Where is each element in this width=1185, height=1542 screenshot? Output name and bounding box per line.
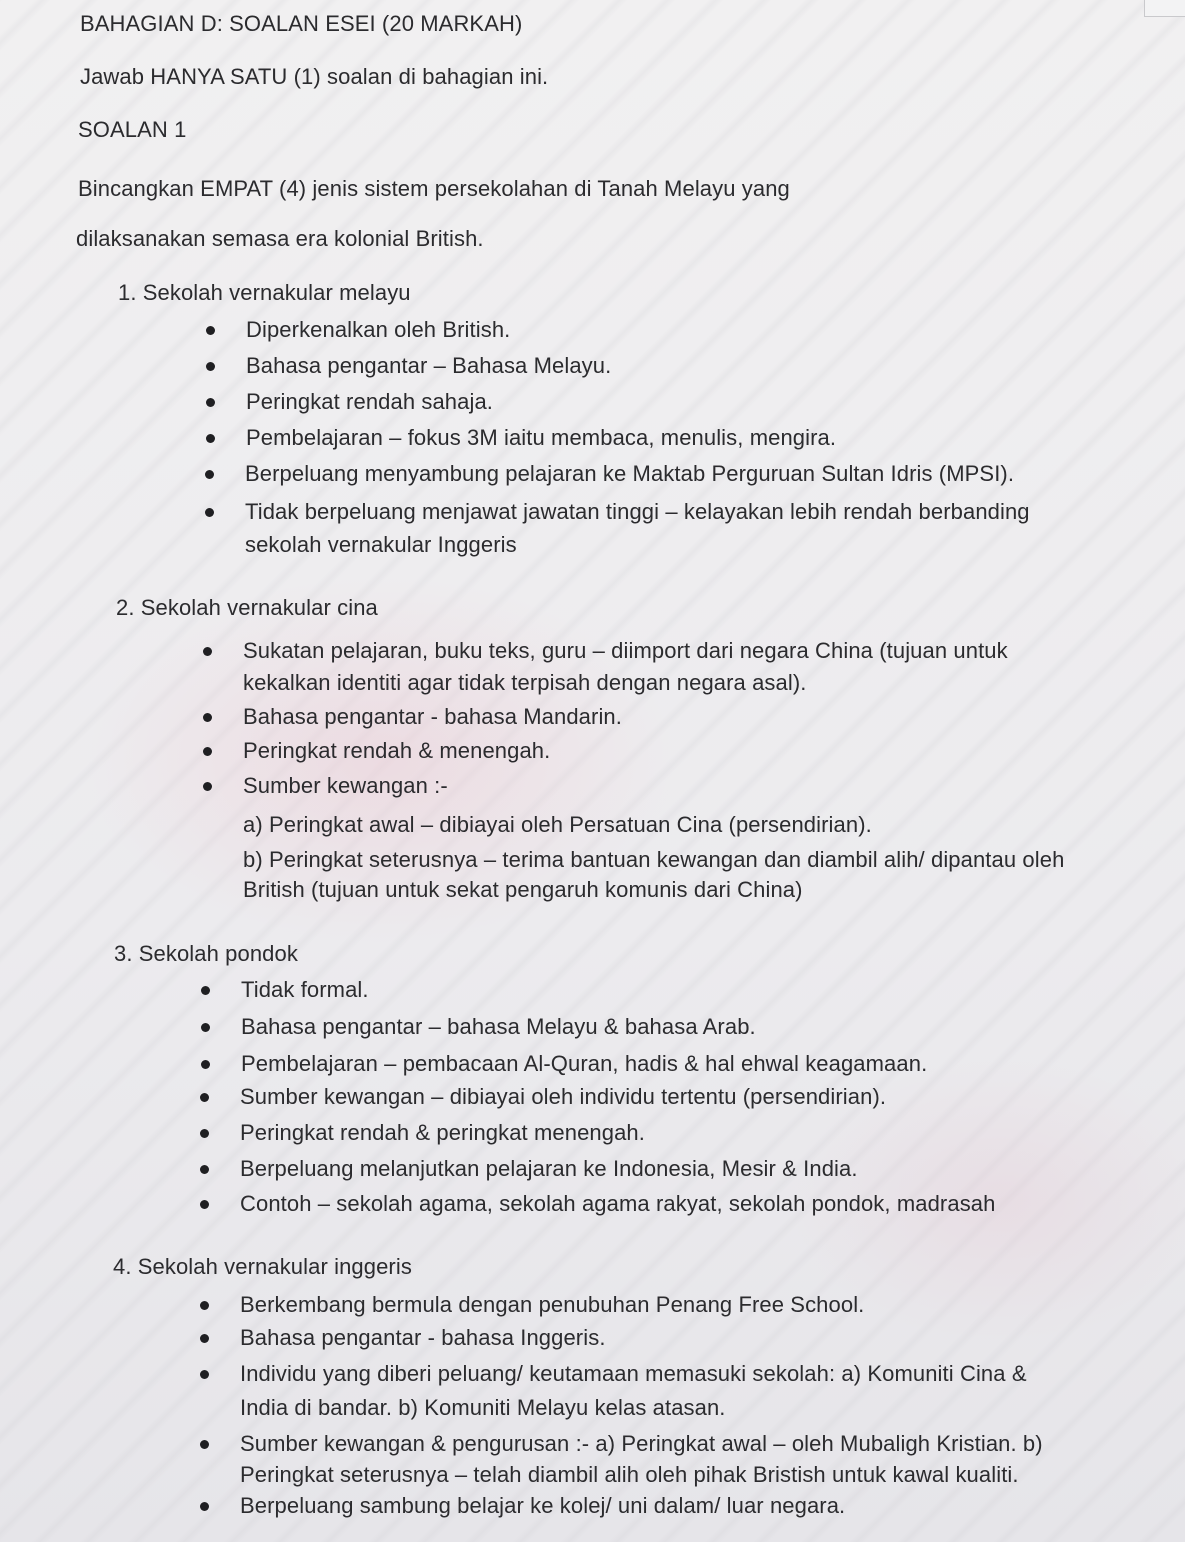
list-item: Sumber kewangan & pengurusan :- a) Peringkat awal – oleh Mubaligh Kristian. b): [240, 1431, 1043, 1456]
list-item: Bahasa pengantar – Bahasa Melayu.: [246, 353, 612, 378]
list-item: Diperkenalkan oleh British.: [246, 317, 511, 342]
list-item-continuation: sekolah vernakular Inggeris: [245, 532, 517, 557]
list-item-continuation: a) Peringkat awal – dibiayai oleh Persatuan Cina (persendirian).: [243, 812, 872, 837]
list-item: Pembelajaran – fokus 3M iaitu membaca, menulis, mengira.: [246, 425, 837, 450]
list-item: Bahasa pengantar – bahasa Melayu & bahasa Arab.: [241, 1014, 756, 1039]
instruction-text: Jawab HANYA SATU (1) soalan di bahagian ini.: [80, 64, 549, 89]
list-item: Berkembang bermula dengan penubuhan Penang Free School.: [240, 1292, 865, 1317]
list-item: Tidak formal.: [241, 977, 369, 1002]
list-item: Sumber kewangan :-: [243, 773, 448, 798]
section-heading: 1. Sekolah vernakular melayu: [118, 280, 411, 305]
list-item: Bahasa pengantar - bahasa Mandarin.: [243, 704, 622, 729]
list-item: Pembelajaran – pembacaan Al-Quran, hadis & hal ehwal keagamaan.: [241, 1051, 928, 1076]
list-item-continuation: Peringkat seterusnya – telah diambil alih oleh pihak Bristish untuk kawal kualiti.: [240, 1462, 1019, 1487]
list-item: Tidak berpeluang menjawat jawatan tinggi – kelayakan lebih rendah berbanding: [245, 499, 1030, 524]
list-item: Contoh – sekolah agama, sekolah agama rakyat, sekolah pondok, madrasah: [240, 1191, 996, 1216]
section-title: BAHAGIAN D: SOALAN ESEI (20 MARKAH): [80, 11, 523, 36]
list-item: Peringkat rendah & peringkat menengah.: [240, 1120, 645, 1145]
list-item-continuation: India di bandar. b) Komuniti Melayu kelas atasan.: [240, 1395, 726, 1420]
section-heading: 3. Sekolah pondok: [114, 941, 298, 966]
list-item: Individu yang diberi peluang/ keutamaan memasuki sekolah: a) Komuniti Cina &: [240, 1361, 1027, 1386]
question-label: SOALAN 1: [78, 117, 187, 142]
section-heading: 2. Sekolah vernakular cina: [116, 595, 378, 620]
list-item: Bahasa pengantar - bahasa Inggeris.: [240, 1325, 606, 1350]
list-item: Berpeluang melanjutkan pelajaran ke Indonesia, Mesir & India.: [240, 1156, 858, 1181]
list-item: Berpeluang menyambung pelajaran ke Maktab Perguruan Sultan Idris (MPSI).: [245, 461, 1015, 486]
list-item: Peringkat rendah & menengah.: [243, 738, 551, 763]
list-item-continuation: kekalkan identiti agar tidak terpisah dengan negara asal).: [243, 670, 807, 695]
list-item-continuation: b) Peringkat seterusnya – terima bantuan kewangan dan diambil alih/ dipantau oleh: [243, 847, 1065, 872]
question-text-line-2: dilaksanakan semasa era kolonial British.: [76, 226, 484, 251]
question-text-line-1: Bincangkan EMPAT (4) jenis sistem persekolahan di Tanah Melayu yang: [78, 176, 790, 201]
section-heading: 4. Sekolah vernakular inggeris: [113, 1254, 412, 1279]
window-corner: [1144, 0, 1185, 17]
list-item: Sukatan pelajaran, buku teks, guru – diimport dari negara China (tujuan untuk: [243, 638, 1008, 663]
list-item: Sumber kewangan – dibiayai oleh individu tertentu (persendirian).: [240, 1084, 887, 1109]
list-item: Peringkat rendah sahaja.: [246, 389, 494, 414]
list-item: Berpeluang sambung belajar ke kolej/ uni dalam/ luar negara.: [240, 1493, 846, 1518]
list-item-continuation: British (tujuan untuk sekat pengaruh komunis dari China): [243, 877, 803, 902]
